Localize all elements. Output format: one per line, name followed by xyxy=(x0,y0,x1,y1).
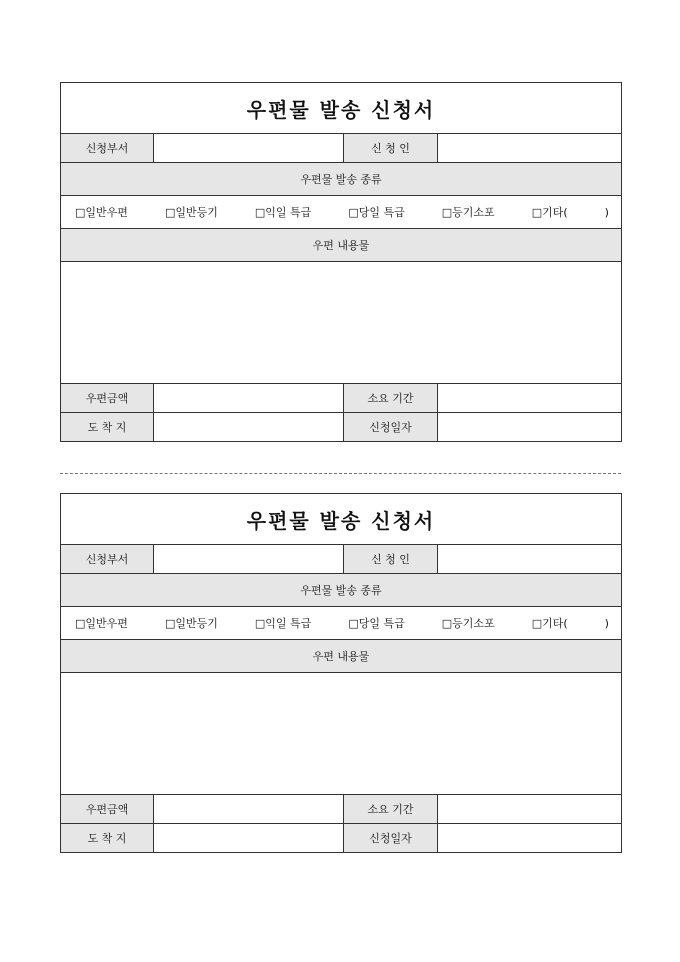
option-other-close: ) xyxy=(604,616,609,630)
form-table xyxy=(60,493,622,853)
option-registered-mail[interactable]: □일반등기 xyxy=(164,206,218,219)
kind-header: 우편물 발송 종류 xyxy=(61,163,622,196)
option-other[interactable]: □기타( xyxy=(531,617,568,630)
kind-options-row xyxy=(61,607,622,640)
option-regular-mail[interactable]: □일반우편 xyxy=(75,206,128,219)
amount-field[interactable] xyxy=(154,384,344,413)
option-registered-parcel[interactable]: □등기소포 xyxy=(441,617,495,630)
applicant-field[interactable] xyxy=(438,134,622,163)
kind-options-row xyxy=(61,196,622,229)
option-same-day-express[interactable]: □당일 특급 xyxy=(348,206,405,219)
option-registered-parcel[interactable]: □등기소포 xyxy=(441,206,495,219)
option-registered-mail[interactable]: □일반등기 xyxy=(164,617,218,630)
duration-field[interactable] xyxy=(438,384,622,413)
destination-field[interactable] xyxy=(154,824,344,853)
option-other[interactable]: □기타( xyxy=(531,206,568,219)
form-table xyxy=(60,82,622,442)
amount-label: 우편금액 xyxy=(61,795,154,824)
mail-request-form-1 xyxy=(60,82,621,442)
option-regular-mail[interactable]: □일반우편 xyxy=(75,617,128,630)
contents-header: 우편 내용물 xyxy=(61,640,622,673)
duration-label: 소요 기간 xyxy=(344,384,438,413)
date-label: 신청일자 xyxy=(344,824,438,853)
mail-request-form-2 xyxy=(60,493,621,853)
dept-label: 신청부서 xyxy=(61,134,154,163)
date-label: 신청일자 xyxy=(344,413,438,442)
destination-label: 도 착 지 xyxy=(61,413,154,442)
form-title: 우편물 발송 신청서 xyxy=(61,83,622,134)
duration-label: 소요 기간 xyxy=(344,795,438,824)
destination-field[interactable] xyxy=(154,413,344,442)
duration-field[interactable] xyxy=(438,795,622,824)
form-title: 우편물 발송 신청서 xyxy=(61,494,622,545)
contents-field[interactable] xyxy=(61,673,622,795)
date-field[interactable] xyxy=(438,413,622,442)
kind-header: 우편물 발송 종류 xyxy=(61,574,622,607)
amount-field[interactable] xyxy=(154,795,344,824)
contents-field[interactable] xyxy=(61,262,622,384)
amount-label: 우편금액 xyxy=(61,384,154,413)
cut-line xyxy=(60,473,621,474)
option-next-day-express[interactable]: □익일 특급 xyxy=(254,206,312,219)
option-next-day-express[interactable]: □익일 특급 xyxy=(254,617,312,630)
dept-field[interactable] xyxy=(154,134,344,163)
applicant-label: 신 청 인 xyxy=(344,545,438,574)
option-other-close: ) xyxy=(604,205,609,219)
applicant-field[interactable] xyxy=(438,545,622,574)
applicant-label: 신 청 인 xyxy=(344,134,438,163)
dept-label: 신청부서 xyxy=(61,545,154,574)
contents-header: 우편 내용물 xyxy=(61,229,622,262)
date-field[interactable] xyxy=(438,824,622,853)
dept-field[interactable] xyxy=(154,545,344,574)
destination-label: 도 착 지 xyxy=(61,824,154,853)
option-same-day-express[interactable]: □당일 특급 xyxy=(348,617,405,630)
